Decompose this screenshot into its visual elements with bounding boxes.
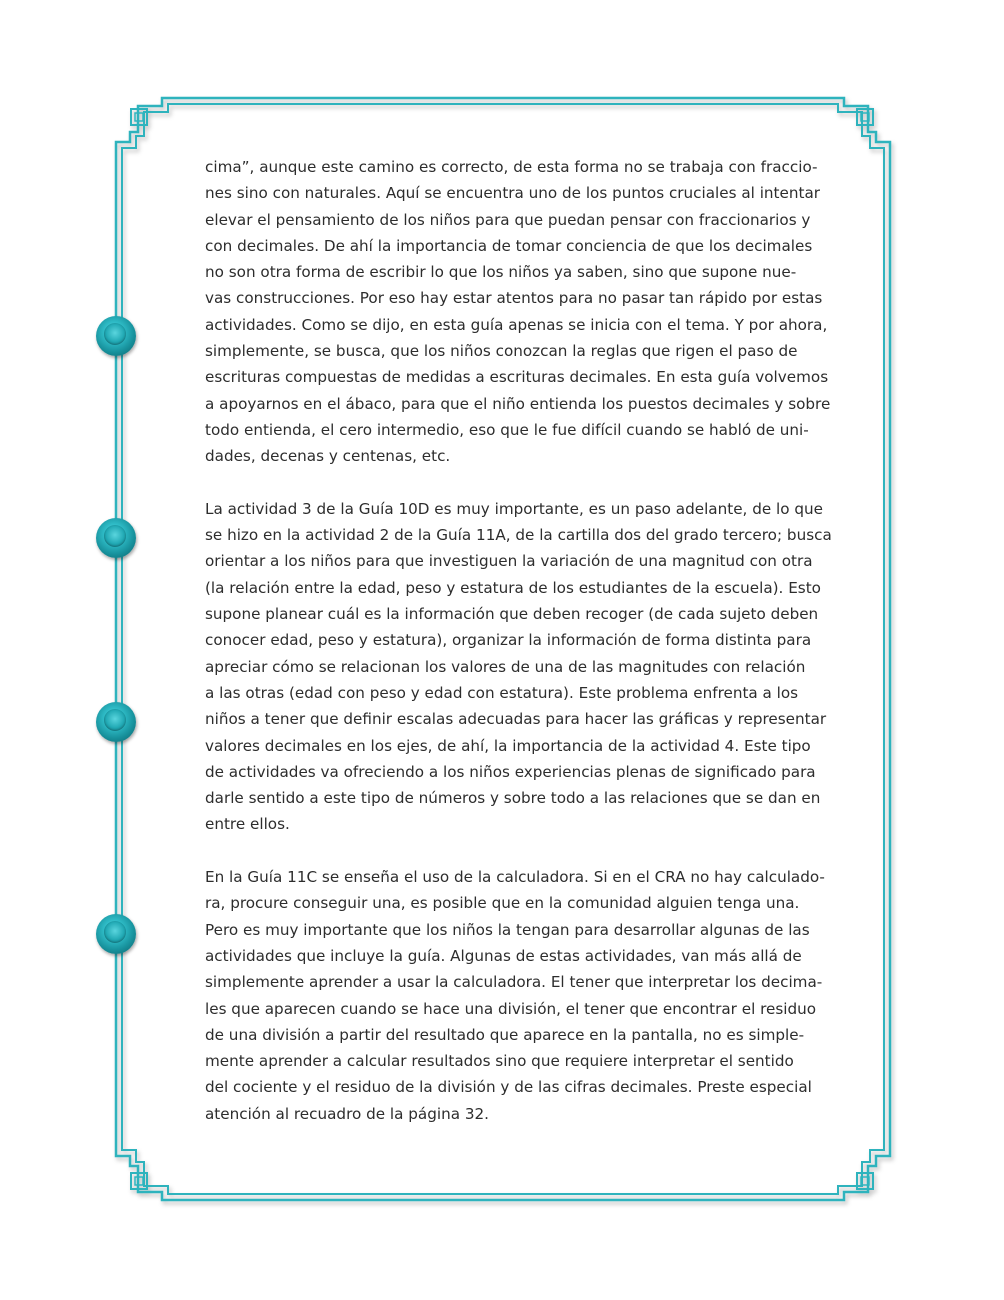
text-line: simplemente, se busca, que los niños conozcan la reglas que rigen el paso de [205,342,798,361]
text-line: darle sentido a este tipo de números y sobre todo a las relaciones que se dan en [205,789,821,808]
body-text [205,154,845,1153]
text-line: En la Guía 11C se enseña el uso de la calculadora. Si en el CRA no hay calculado- [205,868,825,887]
text-line: valores decimales en los ejes, de ahí, la importancia de la actividad 4. Este tipo [205,736,811,755]
text-line: (la relación entre la edad, peso y estatura de los estudiantes de la escuela). Esto [205,578,821,597]
text-line: actividades. Como se dijo, en esta guía apenas se inicia con el tema. Y por ahora, [205,315,828,334]
text-line: conocer edad, peso y estatura), organizar la información de forma distinta para [205,631,812,650]
text-line: a apoyarnos en el ábaco, para que el niño entienda los puestos decimales y sobre [205,394,831,413]
text-line: les que aparecen cuando se hace una división, el tener que encontrar el residuo [205,999,817,1018]
text-line: atención al recuadro de la página 32. [205,1104,489,1123]
binder-ring [96,518,136,558]
binder-ring [96,702,136,742]
text-line: cima”, aunque este camino es correcto, de esta forma no se trabaja con fraccio- [205,158,818,176]
text-line: vas construcciones. Por eso hay estar atentos para no pasar tan rápido por estas [205,289,823,308]
text-line: escrituras compuestas de medidas a escrituras decimales. En esta guía volvemos [205,368,829,387]
text-line: nes sino con naturales. Aquí se encuentra uno de los puntos cruciales al intentar [205,184,820,203]
text-line: apreciar cómo se relacionan los valores de una de las magnitudes con relación [205,657,806,676]
text-line: supone planear cuál es la información que deben recoger (de cada sujeto deben [205,605,819,624]
text-line: del cociente y el residuo de la división y de las cifras decimales. Preste especial [205,1078,812,1097]
text-line: a las otras (edad con peso y edad con estatura). Este problema enfrenta a los [205,683,799,702]
text-line: entre ellos. [205,815,290,834]
text-line: se hizo en la actividad 2 de la Guía 11A, de la cartilla dos del grado tercero; busca [205,526,832,545]
binder-ring [96,316,136,356]
paragraph [205,496,845,838]
text-line: simplemente aprender a usar la calculadora. El tener que interpretar los decima- [205,973,823,992]
text-line: de actividades va ofreciendo a los niños experiencias plenas de significado para [205,762,816,781]
text-line: niños a tener que definir escalas adecuadas para hacer las gráficas y representar [205,710,827,729]
binder-ring [96,914,136,954]
text-line: mente aprender a calcular resultados sino que requiere interpretar el sentido [205,1052,794,1071]
text-line: todo entienda, el cero intermedio, eso que le fue difícil cuando se habló de uni- [205,420,809,439]
text-line: ra, procure conseguir una, es posible que en la comunidad alguien tenga una. [205,894,800,913]
text-line: Pero es muy importante que los niños la tengan para desarrollar algunas de las [205,920,810,939]
text-line: de una división a partir del resultado que aparece en la pantalla, no es simple- [205,1025,805,1044]
text-line: La actividad 3 de la Guía 10D es muy importante, es un paso adelante, de lo que [205,499,823,518]
paragraph [205,154,845,470]
text-line: elevar el pensamiento de los niños para que puedan pensar con fraccionarios y [205,210,811,229]
text-line: orientar a los niños para que investiguen la variación de una magnitud con otra [205,552,813,571]
paragraph [205,864,845,1127]
text-line: no son otra forma de escribir lo que los niños ya saben, sino que supone nue- [205,263,797,282]
text-line: con decimales. De ahí la importancia de tomar conciencia de que los decimales [205,236,813,255]
text-line: dades, decenas y centenas, etc. [205,447,451,466]
text-line: actividades que incluye la guía. Algunas de estas actividades, van más allá de [205,946,802,965]
